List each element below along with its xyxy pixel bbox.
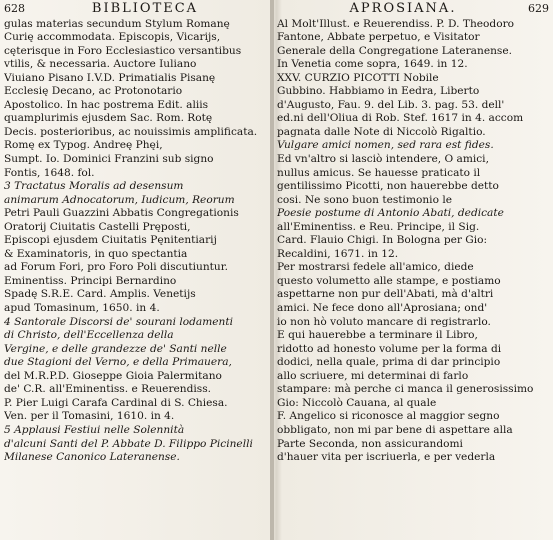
- text-line: Ven. per il Tomasini, 1610. in 4.: [4, 410, 175, 423]
- right-page-header: [277, 2, 549, 16]
- text-line: due Stagioni del Verno, e della Primauera,: [4, 356, 232, 369]
- text-line: Vergine, e delle grandezze de' Santi nelle: [4, 342, 227, 355]
- text-line: Gubbino. Habbiamo in Eedra, Liberto: [277, 85, 480, 98]
- text-line: cęterisque in Foro Ecclesiastico versantibus: [4, 44, 242, 57]
- left-running-head: BIBLIOTECA: [91, 1, 199, 16]
- text-line: Petri Pauli Guazzini Abbatis Congregationis: [4, 207, 239, 220]
- text-line: Episcopi ejusdem Ciuitatis Pęnitentiarij: [4, 234, 217, 247]
- text-line: E qui hauerebbe a terminare il Libro,: [277, 329, 478, 342]
- text-line: d'hauer vita per iscriuerla, e per vederla: [277, 451, 496, 464]
- text-line: stampare: mà perche ci manca il generosissimo: [277, 383, 534, 396]
- text-line: Per mostrarsi fedele all'amico, diede: [277, 261, 474, 274]
- text-line: amici. Ne fece dono all'Aprosiana; ond': [277, 302, 488, 315]
- text-line: Milanese Canonico Lateranense.: [4, 451, 180, 464]
- text-line: Ed vn'altro si lasciò intendere, O amici,: [277, 153, 489, 166]
- text-line: Poesie postume di Antonio Abati, dedicate: [277, 207, 504, 220]
- text-line: quamplurimis ejusdem Sac. Rom. Rotę: [4, 112, 213, 125]
- text-line: allo scriuere, mi determinai di farlo: [277, 369, 469, 382]
- right-running-head: APROSIANA.: [349, 1, 457, 16]
- text-line: dodici, nella quale, prima di dar principio: [277, 356, 501, 369]
- text-line: ed.ni dell'Oliua di Rob. Stef. 1617 in 4. accom: [277, 112, 524, 125]
- text-line: animarum Adnocatorum, Iudicum, Reorum: [4, 193, 235, 206]
- text-line: & Examinatoris, in quo spectantia: [4, 247, 188, 260]
- text-line: In Venetia come sopra, 1649. in 12.: [277, 58, 468, 71]
- text-line: all'Eminentiss. e Reu. Principe, il Sig.: [277, 220, 480, 233]
- book-gutter: [270, 0, 274, 540]
- left-page-number: 628: [4, 2, 25, 15]
- left-page-header: [4, 2, 266, 16]
- text-line: gulas materias secundum Stylum Romanę: [4, 17, 230, 30]
- text-line: del M.R.P.D. Gioseppe Gioia Palermitano: [4, 369, 222, 382]
- text-line: Viuiano Pisano I.V.D. Primatialis Pisanę: [4, 71, 216, 84]
- text-line: de' C.R. all'Eminentiss. e Reuerendiss.: [4, 383, 212, 396]
- text-line: pagnata dalle Note di Niccolò Rigaltio.: [277, 125, 486, 138]
- text-line: Sumpt. Io. Dominici Franzini sub signo: [4, 153, 214, 166]
- text-line: Apostolico. In hac postrema Edit. aliis: [4, 98, 209, 111]
- text-line: XXV. CURZIO PICOTTI Nobile: [277, 71, 439, 84]
- text-line: Card. Flauio Chigi. In Bologna per Gio:: [277, 234, 488, 247]
- text-line: Decis. posterioribus, ac nouissimis amplificata.: [4, 125, 258, 138]
- text-line: gentilissimo Picotti, non hauerebbe detto: [277, 180, 499, 193]
- text-line: Oratorij Ciuitatis Castelli Pręposti,: [4, 220, 191, 233]
- text-line: P. Pier Luigi Carafa Cardinal di S. Chiesa.: [4, 396, 228, 409]
- left-page: [4, 2, 266, 465]
- text-line: Eminentiss. Principi Bernardino: [4, 274, 177, 287]
- text-line: obbligato, non mi par bene di aspettare alla: [277, 423, 513, 436]
- text-line: aspettarne non pur dell'Abati, mà d'altri: [277, 288, 494, 301]
- text-line: Gio: Niccolò Cauana, al quale: [277, 396, 437, 409]
- text-line: Generale della Congregatione Lateranense.: [277, 44, 512, 57]
- text-line: Recaldini, 1671. in 12.: [277, 247, 399, 260]
- text-line: Curię accommodata. Episcopis, Vicarijs,: [4, 31, 221, 44]
- text-line: Fantone, Abbate perpetuo, e Visitator: [277, 31, 480, 44]
- text-line: Ecclesię Decano, ac Protonotario: [4, 85, 183, 98]
- text-line: ridotto ad honesto volume per la forma di: [277, 342, 502, 355]
- text-line: ad Forum Fori, pro Foro Poli discutiuntur.: [4, 261, 229, 274]
- text-line: Parte Seconda, non assicurandomi: [277, 437, 463, 450]
- text-line: d'Augusto, Fau. 9. del Lib. 3. pag. 53. dell': [277, 98, 505, 111]
- text-line: questo volumetto alle stampe, e postiamo: [277, 274, 501, 287]
- right-page-number: 629: [528, 2, 549, 15]
- text-line: Romę ex Typog. Andreę Phęi,: [4, 139, 163, 152]
- text-line: Fontis, 1648. fol.: [4, 166, 95, 179]
- text-line: 5 Applausi Festiui nelle Solennità: [4, 423, 185, 436]
- right-page: [277, 2, 549, 465]
- text-line: vtilis, & necessaria. Auctore Iuliano: [4, 58, 197, 71]
- text-line: Al Molt'Illust. e Reuerendiss. P. D. Theodoro: [277, 17, 515, 30]
- text-line: d'alcuni Santi del P. Abbate D. Filippo Picinelli: [4, 437, 253, 450]
- text-line: nullus amicus. Se hauesse praticato il: [277, 166, 481, 179]
- text-line: 3 Tractatus Moralis ad desensum: [4, 180, 184, 193]
- text-line: apud Tomasinum, 1650. in 4.: [4, 302, 160, 315]
- text-line: 4 Santorale Discorsi de' sourani lodamenti: [4, 315, 234, 328]
- text-line: Vulgare amici nomen, sed rara est fides.: [277, 139, 494, 152]
- text-line: F. Angelico si riconosce al maggior segno: [277, 410, 500, 423]
- text-line: di Christo, dell'Eccellenza della: [4, 329, 174, 342]
- text-line: Spadę S.R.E. Card. Amplis. Venetijs: [4, 288, 196, 301]
- text-line: cosi. Ne sono buon testimonio le: [277, 193, 452, 206]
- text-line: io non hò voluto mancare di registrarlo.: [277, 315, 491, 328]
